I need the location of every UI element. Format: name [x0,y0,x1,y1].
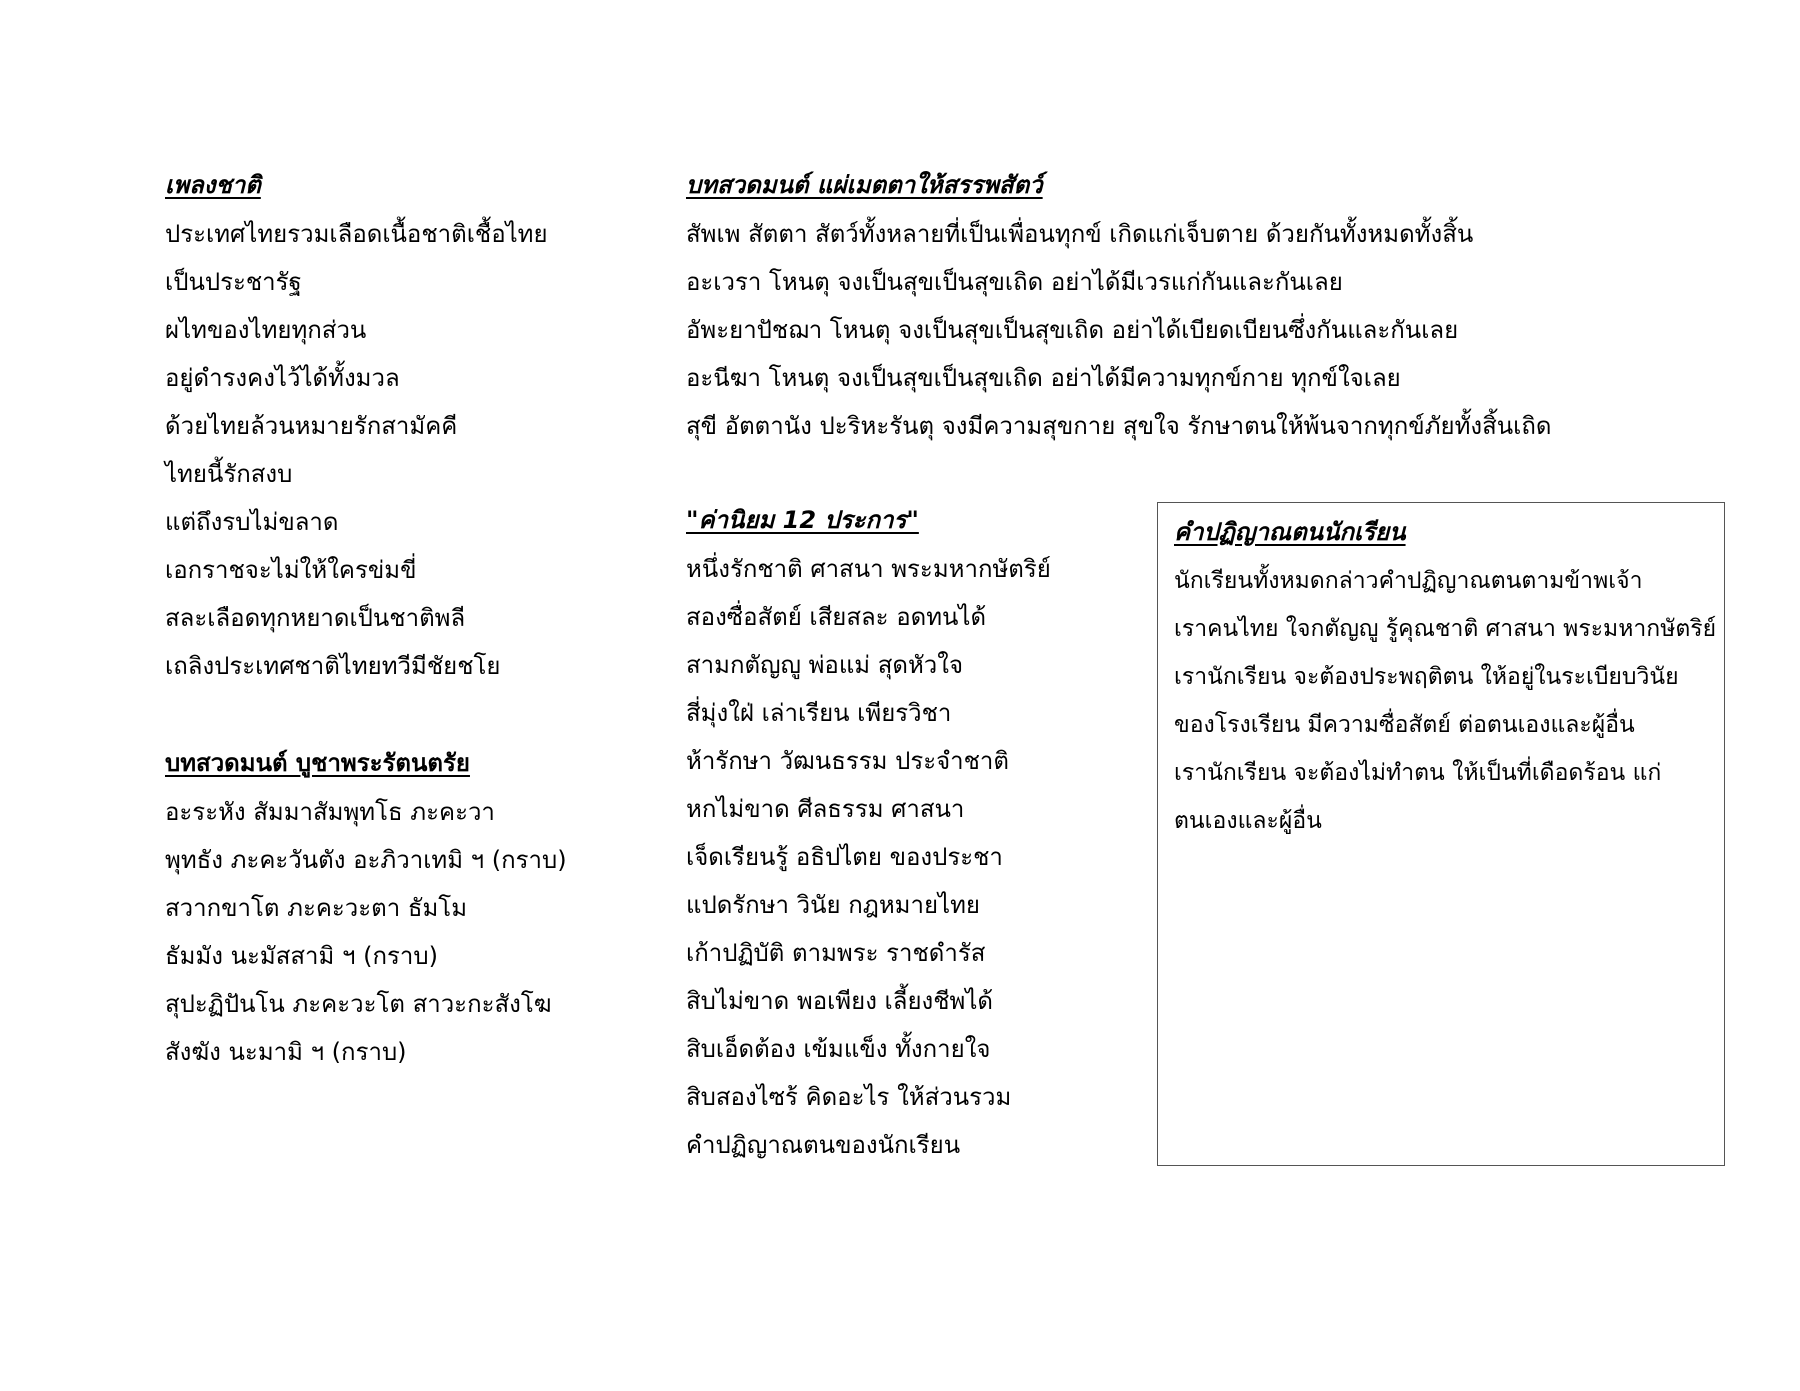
value-line: สิบสองไซร้ คิดอะไร ให้ส่วนรวม [686,1083,1012,1111]
triple-gem-chant-section [165,748,567,1076]
metta-chant-lines [686,210,1552,450]
anthem-line: ด้วยไทยล้วนหมายรักสามัคคี [165,412,458,440]
national-anthem-lines [165,210,548,690]
value-line: หกไม่ขาด ศีลธรรม ศาสนา [686,795,965,823]
metta-line: อัพะยาปัชฌา โหนตุ จงเป็นสุขเป็นสุขเถิด อย่าได้เบียดเบียนซึ่งกันและกันเลย [686,316,1459,344]
pledge-line: นักเรียนทั้งหมดกล่าวคำปฏิญาณตนตามข้าพเจ้า [1174,568,1643,594]
student-pledge-box [1157,502,1725,1166]
chant-line: ธัมมัง นะมัสสามิ ฯ (กราบ) [165,942,438,970]
pledge-line: เรานักเรียน จะต้องไม่ทำตน ให้เป็นที่เดือดร้อน แก่ [1174,760,1662,786]
metta-line: อะเวรา โหนตุ จงเป็นสุขเป็นสุขเถิด อย่าได้มีเวรแก่กันและกันเลย [686,268,1343,296]
pledge-line: เรานักเรียน จะต้องประพฤติตน ให้อยู่ในระเบียบวินัย [1174,664,1679,690]
student-pledge-content [1174,517,1717,845]
student-pledge-lines [1174,557,1717,845]
metta-chant-title: บทสวดมนต์ แผ่เมตตาให้สรรพสัตว์ [686,171,1043,199]
triple-gem-chant-title: บทสวดมนต์ บูชาพระรัตนตรัย [165,749,470,777]
value-line: สองซื่อสัตย์ เสียสละ อดทนได้ [686,603,987,631]
value-line: หนึ่งรักชาติ ศาสนา พระมหากษัตริย์ [686,555,1051,583]
value-line: สิบไม่ขาด พอเพียง เลี้ยงชีพได้ [686,987,993,1015]
chant-line: สวากขาโต ภะคะวะตา ธัมโม [165,894,468,922]
anthem-line: ประเทศไทยรวมเลือดเนื้อชาติเชื้อไทย [165,220,548,248]
anthem-line: ผไทของไทยทุกส่วน [165,316,367,344]
pledge-line: ตนเองและผู้อื่น [1174,808,1322,834]
anthem-line: เถลิงประเทศชาติไทยทวีมีชัยชโย [165,652,501,680]
value-line: คำปฏิญาณตนของนักเรียน [686,1131,961,1159]
value-line: เจ็ดเรียนรู้ อธิปไตย ของประชา [686,843,1003,871]
chant-line: พุทธัง ภะคะวันตัง อะภิวาเทมิ ฯ (กราบ) [165,846,567,874]
value-line: สิบเอ็ดต้อง เข้มแข็ง ทั้งกายใจ [686,1035,991,1063]
national-anthem-title: เพลงชาติ [165,171,261,199]
national-anthem-section [165,170,548,690]
twelve-values-lines [686,545,1051,1169]
anthem-line: เอกราชจะไม่ให้ใครข่มขี่ [165,556,417,584]
twelve-values-section [686,505,1051,1169]
value-line: แปดรักษา วินัย กฎหมายไทย [686,891,980,919]
metta-chant-section [686,170,1552,450]
value-line: สามกตัญญู พ่อแม่ สุดหัวใจ [686,651,964,679]
value-line: ห้ารักษา วัฒนธรรม ประจำชาติ [686,747,1009,775]
anthem-line: สละเลือดทุกหยาดเป็นชาติพลี [165,604,466,632]
triple-gem-chant-lines [165,788,567,1076]
student-pledge-title: คำปฏิญาณตนนักเรียน [1174,518,1406,546]
twelve-values-title: "ค่านิยม 12 ประการ" [686,506,919,534]
anthem-line: เป็นประชารัฐ [165,268,302,296]
anthem-line: แต่ถึงรบไม่ขลาด [165,508,339,536]
metta-line: สุขี อัตตานัง ปะริหะรันตุ จงมีความสุขกาย สุขใจ รักษาตนให้พ้นจากทุกข์ภัยทั้งสิ้นเถิด [686,412,1552,440]
chant-line: อะระหัง สัมมาสัมพุทโธ ภะคะวา [165,798,495,826]
value-line: สี่มุ่งใฝ่ เล่าเรียน เพียรวิชา [686,699,952,727]
chant-line: สังฆัง นะมามิ ฯ (กราบ) [165,1038,407,1066]
anthem-line: อยู่ดำรงคงไว้ได้ทั้งมวล [165,364,400,392]
pledge-line: เราคนไทย ใจกตัญญู รู้คุณชาติ ศาสนา พระมหากษัตริย์ [1174,616,1717,642]
metta-line: สัพเพ สัตตา สัตว์ทั้งหลายที่เป็นเพื่อนทุกข์ เกิดแก่เจ็บตาย ด้วยกันทั้งหมดทั้งสิ้น [686,220,1474,248]
chant-line: สุปะฏิปันโน ภะคะวะโต สาวะกะสังโฆ [165,990,552,1018]
value-line: เก้าปฏิบัติ ตามพระ ราชดำรัส [686,939,986,967]
anthem-line: ไทยนี้รักสงบ [165,460,293,488]
metta-line: อะนีฆา โหนตุ จงเป็นสุขเป็นสุขเถิด อย่าได้มีความทุกข์กาย ทุกข์ใจเลย [686,364,1401,392]
pledge-line: ของโรงเรียน มีความซื่อสัตย์ ต่อตนเองและผู้อื่น [1174,712,1635,738]
